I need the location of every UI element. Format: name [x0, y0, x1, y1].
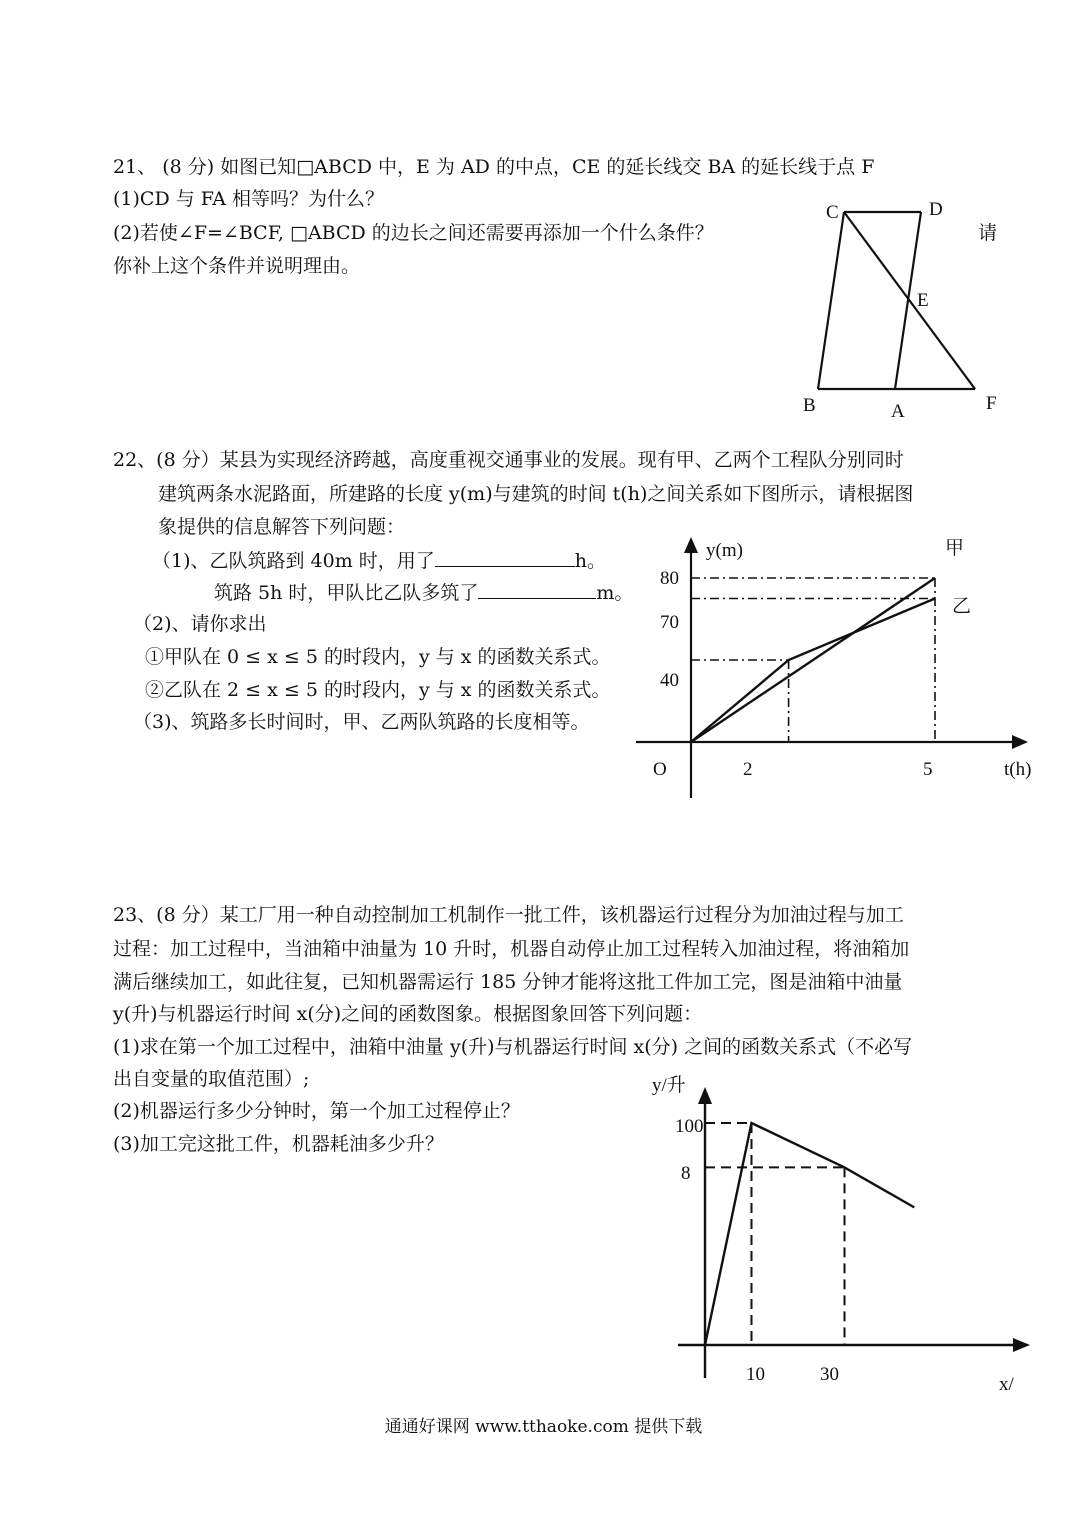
- q22-part1b-text: 筑路 5h 时，甲队比乙队多筑了: [214, 582, 479, 604]
- q22-part1b-unit: m。: [596, 582, 634, 604]
- q23-line2: 过程：加工过程中，当油箱中油量为 10 升时，机器自动停止加工过程转入加油过程，将油箱加: [113, 938, 910, 960]
- q22-part1a: [152, 548, 606, 573]
- chart1-ytick-40: 40: [660, 670, 679, 691]
- chart2-ylabel: y/升: [652, 1075, 686, 1096]
- q22-line3: 象提供的信息解答下列问题：: [158, 516, 406, 538]
- q21-part2-tail: 请: [978, 222, 998, 244]
- q22-part1b: [214, 580, 633, 605]
- q21-part2-cont: 你补上这个条件并说明理由。: [113, 255, 361, 277]
- q21-part1: (1)CD 与 FA 相等吗？为什么？: [113, 188, 385, 210]
- chart1-xtick-5: 5: [923, 759, 933, 780]
- q23-line3: 满后继续加工，如此往复，已知机器需运行 185 分钟才能将这批工件加工完，图是油箱中油量: [113, 971, 903, 993]
- q23-line5: (1)求在第一个加工过程中，油箱中油量 y(升)与机器运行时间 x(分) 之间的函数关系式（不必写: [113, 1036, 913, 1058]
- chart1-x-arrow: [1012, 735, 1028, 749]
- label-E: E: [917, 290, 929, 311]
- chart2-xtick-10: 10: [746, 1364, 765, 1385]
- chart2-xtick-30: 30: [820, 1364, 839, 1385]
- chart2-ytick-8: 8: [681, 1163, 691, 1184]
- q22-line1: 22、(8 分）某县为实现经济跨越，高度重视交通事业的发展。现有甲、乙两个工程队分别同时: [113, 449, 904, 471]
- footer-credit: 通通好课网 www.tthaoke.com 提供下载: [384, 1417, 703, 1437]
- answer-blank-1[interactable]: [435, 548, 575, 567]
- q22-part1a-text: （1)、乙队筑路到 40m 时，用了: [152, 550, 435, 572]
- series-label-jia: 甲: [945, 538, 965, 559]
- q22-part2: （2)、请你求出: [133, 613, 267, 635]
- chart1-xlabel: t(h): [1004, 759, 1032, 780]
- q22-line2: 建筑两条水泥路面，所建路的长度 y(m)与建筑的时间 t(h)之间关系如下图所示，请根据图: [158, 483, 914, 505]
- q23-line7: (2)机器运行多少分钟时，第一个加工过程停止？: [113, 1100, 520, 1122]
- series-label-yi: 乙: [952, 596, 972, 617]
- q22-part1a-unit: h。: [574, 550, 607, 572]
- oil-series-line: [705, 1123, 914, 1345]
- q23-line8: (3)加工完这批工件，机器耗油多少升？: [113, 1133, 444, 1155]
- q23-line6: 出自变量的取值范围）;: [113, 1068, 310, 1090]
- q21-header: 21、 (8 分) 如图已知□ABCD 中，E 为 AD 的中点，CE 的延长线交 BA 的延长线于点 F: [113, 156, 875, 178]
- q23-line1: 23、(8 分）某工厂用一种自动控制加工机制作一批工件，该机器运行过程分为加油过程与加工: [113, 904, 904, 926]
- chart1-ytick-70: 70: [660, 612, 679, 633]
- series-line-0: [691, 578, 935, 742]
- chart1-y-arrow: [684, 537, 698, 553]
- label-A: A: [891, 401, 905, 422]
- answer-blank-2[interactable]: [478, 580, 596, 599]
- chart2-y-arrow: [698, 1087, 712, 1104]
- label-F: F: [986, 393, 997, 414]
- q23-line4: y(升)与机器运行时间 x(分)之间的函数图象。根据图象回答下列问题：: [113, 1003, 703, 1025]
- label-B: B: [803, 395, 816, 416]
- label-C: C: [826, 202, 839, 223]
- q22-part2a: ①甲队在 0 ≤ x ≤ 5 的时段内，y 与 x 的函数关系式。: [145, 646, 611, 668]
- q21-part2: (2)若使∠F=∠BCF, □ABCD 的边长之间还需要再添加一个什么条件？: [113, 222, 714, 244]
- label-D: D: [929, 199, 943, 220]
- q22-part2b: ②乙队在 2 ≤ x ≤ 5 的时段内，y 与 x 的函数关系式。: [145, 679, 611, 701]
- chart1-origin: O: [653, 759, 667, 780]
- chart1-xtick-2: 2: [743, 759, 753, 780]
- q22-part3: （3)、筑路多长时间时，甲、乙两队筑路的长度相等。: [133, 711, 590, 733]
- chart2-axes: [678, 1100, 1018, 1378]
- chart2-x-arrow: [1013, 1338, 1030, 1352]
- chart1-ylabel: y(m): [706, 540, 743, 561]
- chart2-ytick-100: 100: [675, 1116, 704, 1137]
- chart2-xlabel: x/: [999, 1374, 1014, 1395]
- chart1-ytick-80: 80: [660, 568, 679, 589]
- chart1-axes: [636, 548, 1018, 798]
- series-line-1: [691, 599, 935, 743]
